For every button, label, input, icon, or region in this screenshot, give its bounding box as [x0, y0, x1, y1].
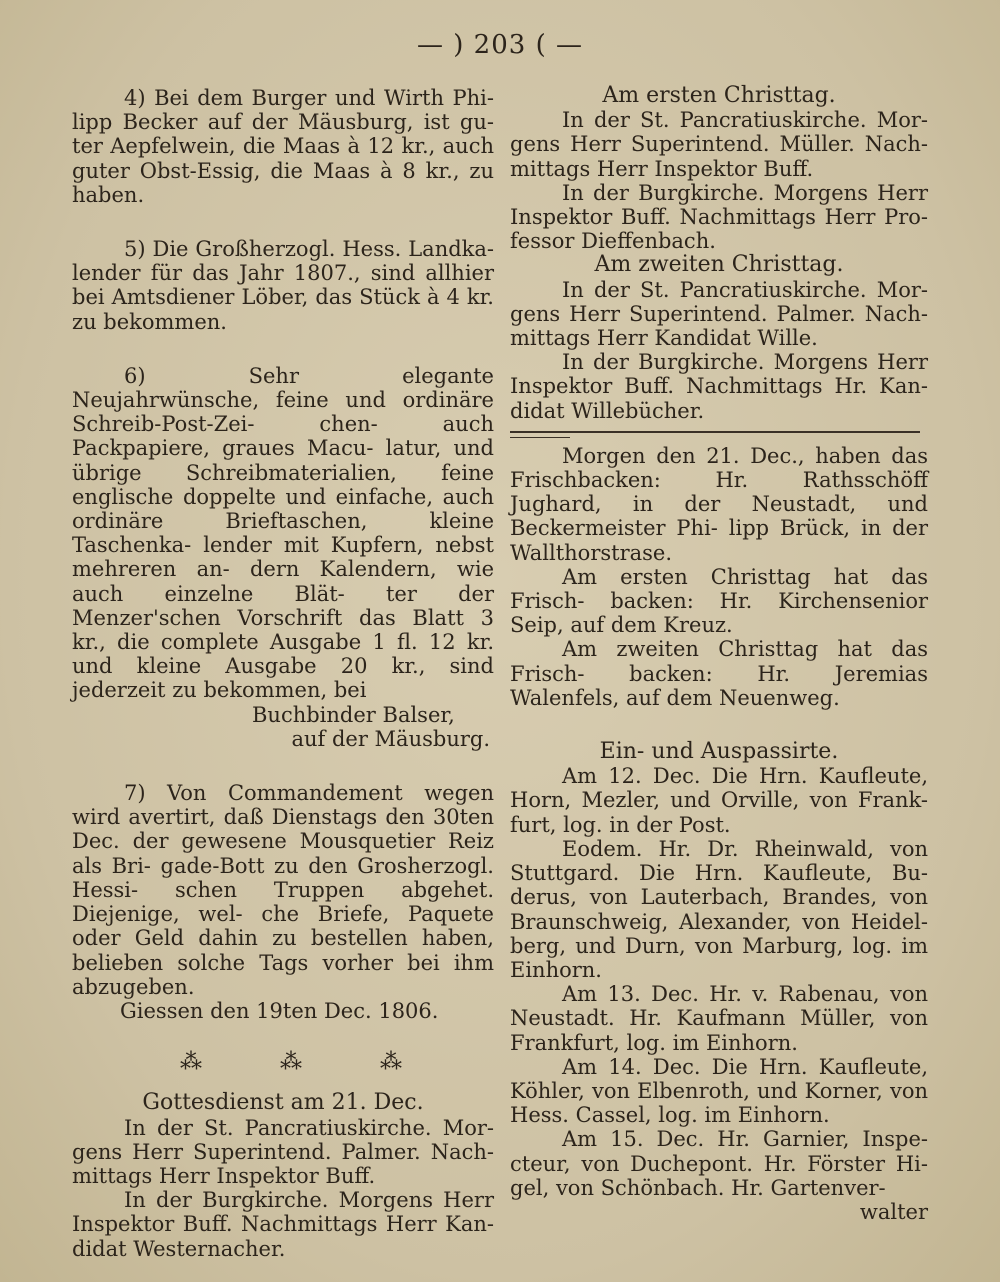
service-heading: Gottesdienst am 21. Dec. [142, 1090, 424, 1116]
text-line: backen: Hr. Kirchensenior Seip, auf dem [510, 589, 928, 638]
text-line: Hess. Cassel, log. im Einhorn. [510, 1103, 830, 1128]
text-line: Inspektor Buff. Nachmittags Herr Pro- [510, 205, 928, 230]
text-line: che Briefe, Paquete oder Geld dahin zu [72, 902, 494, 951]
text-line: Eodem. Hr. Dr. Rheinwald, von [562, 836, 928, 861]
text-line: mittags Herr Inspektor Buff. [72, 1163, 376, 1188]
text-line: Am 14. Dec. Die Hrn. Kaufleute, [562, 1054, 928, 1079]
text-line: ordinäre Brieftaschen, kleine Taschenka- [72, 509, 494, 558]
text-line: gade-Bott zu den Grosherzogl. Hessi- [72, 853, 494, 902]
text-line: ter Aepfelwein, die Maas à 12 kr., auch [72, 134, 494, 159]
text-line: chen- auch Packpapiere, graues Macu- [72, 412, 494, 461]
text-line: In der Burgkirche. Morgens Herr [124, 1188, 494, 1213]
text-line: mittags Herr Inspektor Buff. [510, 156, 814, 181]
text-line: In der Burgkirche. Morgens Herr [562, 180, 928, 205]
text-line: 6) Sehr elegante Neujahrwünsche, [72, 363, 494, 413]
text-line: bei Amtsdiener Löber, das Stück à 4 kr. [72, 285, 494, 310]
text-line: lender für das Jahr 1807., sind allhier [72, 261, 494, 286]
bakery-notice-2 [510, 565, 928, 638]
service-pancratius [72, 1116, 494, 1189]
text-line: Neustadt. Hr. Kaufmann Müller, von [510, 1006, 928, 1031]
first-christmas-heading: Am ersten Christtag. [602, 83, 836, 108]
text-line: Kreuz. [663, 613, 733, 638]
text-line: lender mit Kupfern, nebst mehreren an- [72, 533, 494, 582]
text-line: 7) Von Commandement wegen wird [72, 781, 494, 830]
section-rule-short [510, 437, 570, 438]
text-line: Köhler, von Elbenroth, und Korner, von [510, 1078, 928, 1103]
arrivals-13-dec [510, 982, 928, 1055]
text-line: feine und ordinäre Schreib-Post-Zei- [72, 388, 494, 437]
text-line: dem Neuenweg. [666, 685, 840, 710]
text-line: In der Burgkirche. Morgens Herr [562, 350, 928, 375]
text-line: Am 15. Dec. Hr. Garnier, Inspe- [562, 1127, 928, 1152]
text-line: Braunschweig, Alexander, von Heidel- [510, 909, 928, 934]
asterism-1: ⁂ [180, 1050, 204, 1076]
text-line: cteur, von Duchepont. Hr. Förster Hi- [510, 1151, 928, 1176]
text-line: Am ersten Christtag hat das Frisch- [510, 564, 928, 614]
arrivals-15-dec [510, 1127, 928, 1200]
text-line: backen: Hr. Jeremias Walenfels, auf [510, 661, 928, 710]
text-line: Horn, Mezler, und Orville, von Frank- [510, 788, 928, 813]
text-line: mittags Herr Kandidat Wille. [510, 326, 818, 351]
advertisement-4 [72, 86, 494, 207]
text-line: avertirt, daß Dienstags den 30ten Dec. [72, 805, 494, 854]
text-line: guter Obst-Essig, die Maas à 8 kr., [72, 158, 460, 183]
first-christmas-burgkirche [510, 181, 928, 254]
advertisement-6-signature-place: auf der Mäusburg. [291, 726, 490, 751]
text-line: Am zweiten Christtag hat das Frisch- [510, 637, 928, 686]
text-line: lipp Brück, in der Wallthorstrase. [510, 516, 928, 565]
text-line: der gewesene Mousquetier Reiz als Bri- [72, 829, 494, 878]
bakery-notice-1 [510, 444, 928, 565]
advertisement-7 [72, 781, 494, 999]
text-line: und kleine Ausgabe 20 kr., sind jederzeit [72, 654, 494, 703]
asterism-3: ⁂ [380, 1050, 404, 1076]
text-line: In der St. Pancratiuskirche. Mor- [124, 1115, 494, 1140]
text-line: in der Neustadt, und Beckermeister Phi- [510, 492, 928, 541]
text-line: fessor Dieffenbach. [510, 229, 716, 254]
arrivals-eodem [510, 837, 928, 982]
text-line: berg, und Durn, von Marburg, log. [510, 933, 893, 958]
second-christmas-burgkirche [510, 350, 928, 423]
text-line: Inspektor Buff. Nachmittags Hr. Kan- [510, 374, 928, 399]
text-line: Frischbacken: Hr. Rathsschöff Jughard, [510, 468, 928, 517]
text-line: 5) Die Großherzogl. Hess. Landka- [124, 237, 494, 262]
text-line: gel, von Schönbach. Hr. Gartenver- [510, 1175, 886, 1200]
arrivals-12-dec [510, 764, 928, 837]
text-line: feine englische doppelte und einfache, auch [72, 460, 494, 509]
text-line: schen Truppen abgehet. Diejenige, wel- [72, 877, 494, 927]
text-line: latur, und übrige Schreibmaterialien, [72, 436, 494, 485]
section-rule [510, 431, 920, 433]
text-line: didat Westernacher. [72, 1236, 286, 1261]
right-column [510, 84, 928, 1224]
text-line: Morgen den 21. Dec., haben das [562, 443, 928, 468]
text-line: In der St. Pancratiuskirche. Mor- [562, 108, 928, 133]
text-line: lipp Becker auf der Mäusburg, ist gu- [72, 110, 494, 135]
text-line: Stuttgard. Die Hrn. Kaufleute, Bu- [510, 861, 928, 886]
asterism-2: ⁂ [280, 1050, 304, 1076]
arrivals-heading: Ein- und Auspassirte. [599, 739, 839, 765]
text-line: derus, von Lauterbach, Brandes, von [510, 885, 928, 910]
text-line: Am 12. Dec. Die Hrn. Kaufleute, [562, 764, 928, 789]
text-line: zu bekommen, bei [172, 678, 367, 703]
text-line: im Einhorn. [510, 933, 928, 982]
bakery-notice-3 [510, 637, 928, 710]
advertisement-5 [72, 237, 494, 334]
text-line: 4) Bei dem Burger und Wirth Phi- [124, 86, 494, 110]
advertisement-7-date: Giessen den 19ten Dec. 1806. [120, 998, 439, 1023]
second-christmas-pancratius [510, 278, 928, 351]
first-christmas-pancratius [510, 108, 928, 181]
text-line: In der St. Pancratiuskirche. Mor- [562, 277, 928, 302]
text-line: Am 13. Dec. Hr. v. Rabenau, von [562, 982, 928, 1007]
page-number: — ) 203 ( — [417, 30, 583, 60]
text-line: dern Kalendern, wie auch einzelne Blät- [72, 557, 494, 606]
text-line: Frankfurt, log. im Einhorn. [510, 1030, 798, 1055]
text-line: didat Willebücher. [510, 398, 705, 423]
text-line: ter der Menzer'schen Vorschrift das Blatt [72, 581, 494, 630]
service-burgkirche [72, 1188, 494, 1261]
text-line: zu bekommen. [72, 309, 227, 334]
text-line: zu haben. [72, 158, 494, 207]
text-line: gens Herr Superintend. Palmer. Nach- [72, 1139, 494, 1164]
second-christmas-heading: Am zweiten Christtag. [594, 252, 844, 278]
text-line: furt, log. in der Post. [510, 812, 731, 837]
arrivals-14-dec [510, 1055, 928, 1128]
left-column [72, 86, 494, 1261]
advertisement-6 [72, 364, 494, 703]
text-line: bestellen haben, belieben solche Tags [72, 926, 494, 975]
advertisement-6-signature-name: Buchbinder Balser, [252, 702, 455, 727]
text-line: gens Herr Superintend. Palmer. Nach- [510, 301, 928, 326]
catchword: walter [859, 1199, 928, 1224]
text-line: gens Herr Superintend. Müller. Nach- [510, 132, 928, 157]
section-divider-stars [142, 1051, 442, 1075]
text-line: vorher bei ihm abzugeben. [72, 950, 494, 999]
text-line: 3 kr., die complete Ausgabe 1 fl. 12 kr. [72, 605, 494, 655]
text-line: Inspektor Buff. Nachmittags Herr Kan- [72, 1212, 494, 1237]
